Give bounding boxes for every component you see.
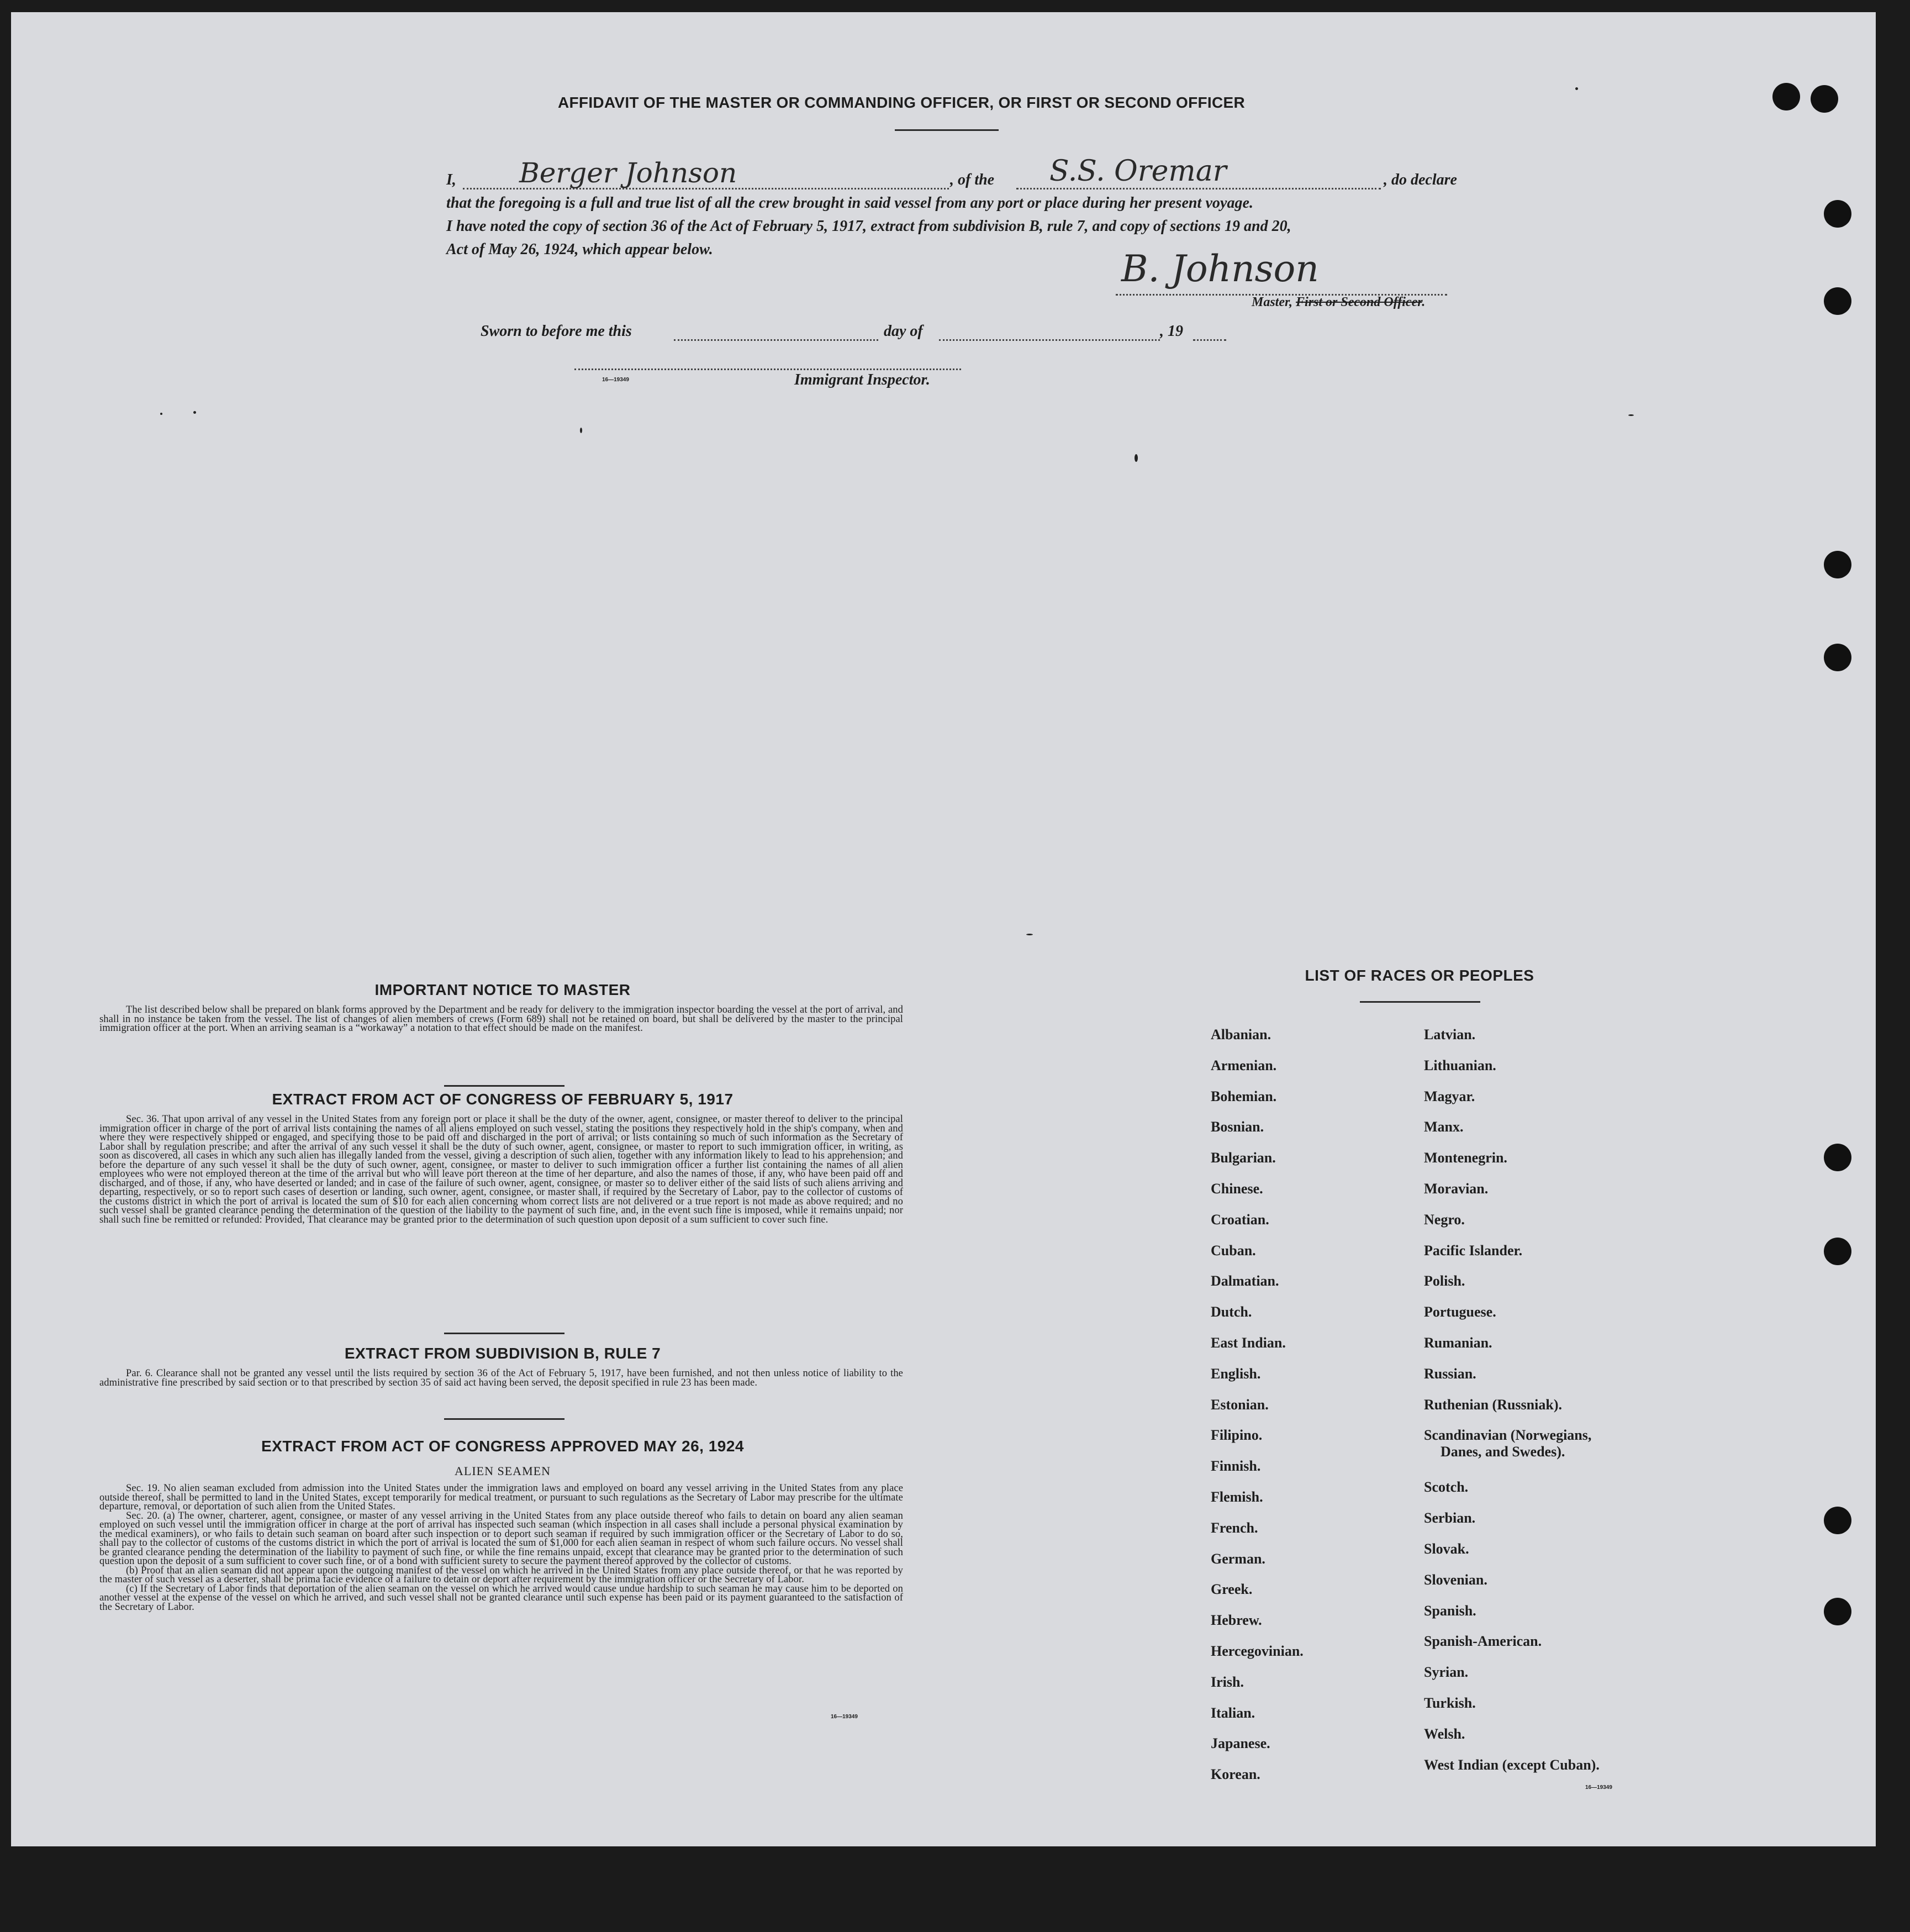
punch-hole	[1811, 85, 1838, 113]
sec-20b-text: (b) Proof that an alien seaman did not appear upon the outgoing manifest of the vessel on which he arrived in the United States from any place outside thereof, or that he was reported by the master of such vessel as a deserter, shall be prima facie evidence of a failure to detain or deport after requirement by the immigration officer or the Secretary of Labor.	[99, 1565, 903, 1585]
race-item: Irish.	[1211, 1674, 1244, 1690]
race-item: Dutch.	[1211, 1304, 1252, 1320]
extract-1917-body	[99, 1115, 903, 1224]
vessel-line	[1016, 188, 1381, 189]
race-item: Slovenian.	[1424, 1572, 1487, 1588]
notice-text: The list described below shall be prepared on blank forms approved by the Department and be ready for delivery to the immigration inspector boarding the vessel at the port of arrival, and shall in no instance be taken from the vessel. The list of changes of alien members of crews (Form 689) shall not be retained on board, but shall be delivered by the master to the principal immigration officer at the port. When an arriving seaman is a “workaway” a notation to that effect should be made on the manifest.	[99, 1004, 903, 1034]
sworn-day-line	[674, 339, 878, 341]
race-item: Bohemian.	[1211, 1088, 1277, 1104]
race-item: Rumanian.	[1424, 1335, 1492, 1351]
race-item: Chinese.	[1211, 1181, 1263, 1197]
inspector-line	[574, 368, 961, 370]
declarant-name: Berger Johnson	[519, 157, 737, 189]
speck	[1135, 454, 1138, 462]
races-column-2	[1424, 1026, 1733, 1800]
extract-1917-heading: EXTRACT FROM ACT OF CONGRESS OF FEBRUARY 5, 1917	[272, 1091, 734, 1108]
extract-1924-heading: EXTRACT FROM ACT OF CONGRESS APPROVED MAY 26, 1924	[261, 1438, 744, 1455]
speck	[193, 411, 196, 414]
race-item: Magyar.	[1424, 1088, 1475, 1104]
race-item: Filipino.	[1211, 1427, 1263, 1443]
race-item: Dalmatian.	[1211, 1273, 1279, 1289]
speck	[580, 428, 582, 433]
punch-hole	[1824, 1598, 1851, 1625]
race-item: Spanish.	[1424, 1603, 1476, 1619]
sec-20c-text: (c) If the Secretary of Labor finds that deportation of the alien seaman on the vessel on which he arrived would cause undue hardship to such seaman he may cause him to be deported on another vessel at the expense of the vessel on which he arrived, and such vessel shall not be granted clearance until such expense has been paid or its payment guaranteed to the satisfaction of the Secretary of Labor.	[99, 1583, 903, 1613]
race-item: Bulgarian.	[1211, 1150, 1276, 1166]
race-item: Moravian.	[1424, 1181, 1489, 1197]
sec-19-text: Sec. 19. No alien seaman excluded from admission into the United States under the immigration laws and employed on board any vessel arriving in the United States from any place outside thereof, shall be permitted to land in the United States, except temporarily for medical treatment, or pursuant to such regulations as the Secretary of Labor may prescribe for the ultimate departure, removal, or deportation of such alien from the United States.	[99, 1483, 903, 1512]
race-item: Serbian.	[1424, 1510, 1476, 1526]
affidavit-line-4: Act of May 26, 1924, which appear below.	[446, 241, 713, 258]
race-item: Finnish.	[1211, 1458, 1261, 1474]
sworn-label: Sworn to before me this	[481, 323, 632, 340]
sworn-year-line	[1193, 339, 1226, 341]
race-item: Welsh.	[1424, 1726, 1465, 1742]
race-item: Spanish-American.	[1424, 1633, 1542, 1649]
race-item: West Indian (except Cuban).	[1424, 1757, 1600, 1773]
extract-form-number: 16—19349	[831, 1714, 858, 1720]
race-item: German.	[1211, 1551, 1265, 1567]
race-item: Flemish.	[1211, 1489, 1263, 1505]
race-item: Latvian.	[1424, 1026, 1476, 1043]
speck	[1628, 414, 1634, 416]
races-heading: LIST OF RACES OR PEOPLES	[1305, 967, 1534, 984]
day-of-label: day of	[884, 323, 923, 340]
section-rule	[444, 1418, 564, 1420]
officer-label	[1252, 295, 1425, 310]
punch-hole	[1824, 1238, 1851, 1265]
race-item: Estonian.	[1211, 1397, 1269, 1413]
i-label: I,	[446, 171, 456, 188]
punch-hole	[1824, 1144, 1851, 1171]
races-column-1	[1211, 1026, 1432, 1800]
rule7-body	[99, 1369, 903, 1387]
vessel-name: S.S. Oremar	[1049, 155, 1227, 188]
speck	[1575, 87, 1578, 90]
punch-hole	[1824, 551, 1851, 578]
race-item: Italian.	[1211, 1705, 1255, 1721]
race-item: Scotch.	[1424, 1479, 1469, 1495]
year-label: , 19	[1160, 323, 1183, 340]
officer-signature: B. Johnson	[1121, 248, 1319, 290]
race-item: Armenian.	[1211, 1057, 1277, 1073]
race-item: Albanian.	[1211, 1026, 1271, 1043]
speck	[1026, 934, 1033, 935]
extract-1924-body	[99, 1484, 903, 1612]
notice-heading: IMPORTANT NOTICE TO MASTER	[374, 981, 631, 998]
notice-body	[99, 1006, 903, 1033]
race-item: Greek.	[1211, 1581, 1253, 1597]
do-declare: , do declare	[1384, 171, 1457, 188]
races-rule	[1360, 1001, 1480, 1003]
race-item: English.	[1211, 1366, 1261, 1382]
punch-hole	[1824, 644, 1851, 671]
alien-seamen-subheading: ALIEN SEAMEN	[455, 1464, 551, 1478]
title-rule	[895, 129, 999, 131]
race-item: Turkish.	[1424, 1695, 1476, 1711]
punch-hole	[1824, 1507, 1851, 1534]
race-item: Polish.	[1424, 1273, 1465, 1289]
punch-hole	[1772, 83, 1800, 110]
race-item: Lithuanian.	[1424, 1057, 1496, 1073]
document-page	[11, 12, 1876, 1846]
race-item: Korean.	[1211, 1766, 1260, 1782]
of-the-label: , of the	[950, 171, 995, 188]
race-item: Russian.	[1424, 1366, 1476, 1382]
par-6-text: Par. 6. Clearance shall not be granted any vessel until the lists required by section 36 of the Act of February 5, 1917, have been furnished, and not then unless notice of liability to the administrative fine prescribed by said section or to that prescribed by section 35 of said act having been served, the deposit specified in rule 23 has been made.	[99, 1368, 903, 1388]
race-item: Bosnian.	[1211, 1119, 1264, 1135]
punch-hole	[1824, 287, 1851, 315]
sec-36-text: Sec. 36. That upon arrival of any vessel in the United States from any foreign port or place it shall be the duty of the owner, agent, consignee, or master thereof to deliver to the principal immigration officer in charge of the port of arrival lists containing the names of all aliens employed on such vessel, stating the positions they respectively hold in the ship's company, when and where they were respectively shipped or engaged, and specifying those to be paid off and discharged in the port of arrival; or lists containing so much of such information as the Secretary of Labor shall by regulation prescribe; and after the arrival of any such vessel it shall be the duty of such owner, agent, consignee, or master to report to such immigration officer, in writing, as soon as discovered, all cases in which any such alien has illegally landed from the vessel, giving a description of such alien, together with any information likely to lead to his apprehension; and before the departure of any such vessel it shall be the duty of such owner, agent, consignee, or master to deliver to such immigration officer a further list containing the names of all alien employees who were not employed thereon at the time of the arrival but who will leave port thereon at the time of her departure, and also the names of those, if any, who have been paid off and discharged, and of those, if any, who have deserted or landed; and in case of the failure of such owner, agent, consignee, or master so to deliver either of the said lists of such aliens arriving and departing, respectively, or so to report such cases of desertion or landing, such owner, agent, consignee, or master shall, if required by the Secretary of Labor, pay to the collector of customs of the customs district in which the port of arrival is located the sum of $10 for each alien concerning whom correct lists are not delivered or a true report is not made as above required; and no such vessel shall be granted clearance pending the determination of the question of the liability to the payment of such fine, and, in the event such fine is imposed, while it remains unpaid; nor shall such fine be remitted or refunded: Provided, That clearance may be granted prior to the determination of such question upon deposit of a sum sufficient to cover such fine.	[99, 1114, 903, 1225]
race-item: Japanese.	[1211, 1735, 1270, 1751]
race-item: Scandinavian (Norwegians,	[1424, 1427, 1592, 1443]
race-item: Slovak.	[1424, 1541, 1469, 1557]
race-item: Manx.	[1424, 1119, 1464, 1135]
race-item: East Indian.	[1211, 1335, 1286, 1351]
affidavit-form-number: 16—19349	[602, 377, 629, 383]
inspector-label: Immigrant Inspector.	[794, 371, 930, 388]
race-item: French.	[1211, 1520, 1258, 1536]
section-rule	[444, 1333, 564, 1334]
race-item: Syrian.	[1424, 1664, 1469, 1680]
affidavit-line-2: that the foregoing is a full and true list of all the crew brought in said vessel from any port or place during her present voyage.	[446, 194, 1254, 212]
race-item: Portuguese.	[1424, 1304, 1496, 1320]
sec-20a-text: Sec. 20. (a) The owner, charterer, agent, consignee, or master of any vessel arriving in the United States from any place outside thereof who fails to detain on board any alien seaman employed on such vessel until the immigration officer in charge at the port of arrival has inspected such seaman (which inspection in all cases shall include a personal physical examination by the medical examiners), or who fails to detain such seaman on board after such inspection or to deport such seaman if required by such immigration officer or the Secretary of Labor to do so, shall pay to the collector of customs of the customs district in which the port of arrival is located the sum of $1,000 for each alien seaman in respect of whom such failure occurs. No vessel shall be granted clearance pending the determination of the liability to payment of such fine, or while the fine remains unpaid, except that clearance may be granted prior to the determination of such question upon the deposit of a sum sufficient to cover such fine, or of a bond with sufficient surety to secure the payment thereof approved by the collector of customs.	[99, 1510, 903, 1567]
race-item: Pacific Islander.	[1424, 1243, 1523, 1259]
race-item: Croatian.	[1211, 1212, 1269, 1228]
race-item: Cuban.	[1211, 1243, 1256, 1259]
race-item: Ruthenian (Russniak).	[1424, 1397, 1562, 1413]
race-item: Hebrew.	[1211, 1612, 1262, 1628]
speck	[160, 413, 162, 415]
affidavit-title: AFFIDAVIT OF THE MASTER OR COMMANDING OFFICER, OR FIRST OR SECOND OFFICER	[558, 94, 1246, 111]
sworn-month-line	[939, 339, 1160, 341]
officer-label-suffix: .	[1422, 295, 1426, 309]
races-form-number: 16—19349	[1585, 1784, 1612, 1791]
race-item: Danes, and Swedes).	[1441, 1444, 1565, 1460]
race-item: Hercegovinian.	[1211, 1643, 1304, 1659]
race-item: Negro.	[1424, 1212, 1465, 1228]
affidavit-line-3: I have noted the copy of section 36 of the Act of February 5, 1917, extract from subdivision B, rule 7, and copy of sections 19 and 20,	[446, 218, 1291, 235]
section-rule	[444, 1085, 564, 1087]
rule7-heading: EXTRACT FROM SUBDIVISION B, RULE 7	[344, 1345, 661, 1362]
officer-label-struck: First or Second Officer	[1296, 295, 1422, 309]
race-item: Montenegrin.	[1424, 1150, 1507, 1166]
punch-hole	[1824, 200, 1851, 228]
officer-label-master: Master,	[1252, 295, 1293, 309]
